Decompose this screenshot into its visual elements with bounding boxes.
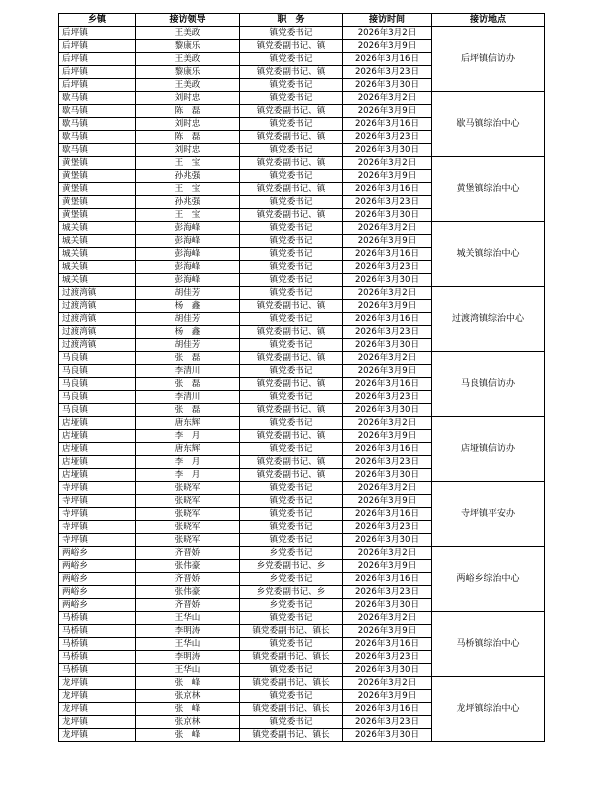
- table-row: [59, 287, 545, 300]
- town-cell: 后坪镇: [59, 27, 136, 40]
- position-cell: 镇党委书记: [240, 391, 343, 404]
- town-cell: 后坪镇: [59, 40, 136, 53]
- leader-cell: 张 峰: [136, 677, 240, 690]
- leader-cell: 杨 鑫: [136, 300, 240, 313]
- position-cell: 镇党委副书记、镇: [240, 326, 343, 339]
- date-cell: 2026年3月2日: [343, 547, 432, 560]
- leader-cell: 李明涛: [136, 625, 240, 638]
- position-cell: 乡党委书记: [240, 547, 343, 560]
- date-cell: 2026年3月2日: [343, 157, 432, 170]
- table-row: [59, 547, 545, 560]
- leader-cell: 胡佳芳: [136, 339, 240, 352]
- town-cell: 黄堡镇: [59, 209, 136, 222]
- leader-cell: 王美政: [136, 79, 240, 92]
- leader-cell: 彭海峰: [136, 248, 240, 261]
- date-cell: 2026年3月9日: [343, 300, 432, 313]
- leader-cell: 李清川: [136, 365, 240, 378]
- leader-cell: 李 月: [136, 456, 240, 469]
- town-cell: 店垭镇: [59, 430, 136, 443]
- leader-cell: 王美政: [136, 27, 240, 40]
- town-cell: 城关镇: [59, 248, 136, 261]
- town-cell: 过渡湾镇: [59, 287, 136, 300]
- position-cell: 镇党委书记: [240, 365, 343, 378]
- position-cell: 镇党委书记: [240, 222, 343, 235]
- leader-cell: 张 峰: [136, 703, 240, 716]
- date-cell: 2026年3月23日: [343, 716, 432, 729]
- leader-cell: 黎康乐: [136, 40, 240, 53]
- position-cell: 乡党委副书记、乡: [240, 560, 343, 573]
- date-cell: 2026年3月16日: [343, 508, 432, 521]
- town-cell: 过渡湾镇: [59, 339, 136, 352]
- leader-cell: 张京林: [136, 690, 240, 703]
- position-cell: 镇党委书记: [240, 638, 343, 651]
- date-cell: 2026年3月30日: [343, 469, 432, 482]
- table-row: [59, 417, 545, 430]
- leader-cell: 王 宝: [136, 183, 240, 196]
- town-cell: 龙坪镇: [59, 690, 136, 703]
- date-cell: 2026年3月16日: [343, 638, 432, 651]
- leader-cell: 刘时忠: [136, 144, 240, 157]
- town-cell: 黄堡镇: [59, 170, 136, 183]
- leader-cell: 张晓军: [136, 482, 240, 495]
- leader-cell: 张晓军: [136, 508, 240, 521]
- leader-cell: 张 磊: [136, 378, 240, 391]
- town-cell: 马桥镇: [59, 625, 136, 638]
- town-cell: 寺坪镇: [59, 482, 136, 495]
- town-cell: 城关镇: [59, 261, 136, 274]
- table-row: [59, 92, 545, 105]
- leader-cell: 彭海峰: [136, 261, 240, 274]
- table-row: [59, 157, 545, 170]
- location-cell: 过渡湾镇综治中心: [432, 287, 545, 352]
- table-body: [59, 27, 545, 742]
- leader-cell: 李 月: [136, 430, 240, 443]
- town-cell: 马良镇: [59, 391, 136, 404]
- town-cell: 黄堡镇: [59, 196, 136, 209]
- leader-cell: 齐晋娇: [136, 573, 240, 586]
- date-cell: 2026年3月16日: [343, 573, 432, 586]
- leader-cell: 陈 磊: [136, 131, 240, 144]
- town-cell: 寺坪镇: [59, 508, 136, 521]
- leader-cell: 张晓军: [136, 534, 240, 547]
- leader-cell: 彭海峰: [136, 274, 240, 287]
- position-cell: 镇党委副书记、镇: [240, 300, 343, 313]
- position-cell: 镇党委书记: [240, 313, 343, 326]
- position-cell: 镇党委书记: [240, 690, 343, 703]
- position-cell: 镇党委副书记、镇: [240, 430, 343, 443]
- date-cell: 2026年3月30日: [343, 599, 432, 612]
- town-cell: 龙坪镇: [59, 716, 136, 729]
- position-cell: 镇党委书记: [240, 508, 343, 521]
- date-cell: 2026年3月30日: [343, 729, 432, 742]
- table-row: [59, 222, 545, 235]
- leader-cell: 唐东辉: [136, 417, 240, 430]
- position-cell: 镇党委副书记、镇长: [240, 651, 343, 664]
- position-cell: 镇党委书记: [240, 443, 343, 456]
- header-location: 接访地点: [432, 14, 545, 27]
- date-cell: 2026年3月16日: [343, 378, 432, 391]
- date-cell: 2026年3月23日: [343, 196, 432, 209]
- position-cell: 镇党委书记: [240, 235, 343, 248]
- town-cell: 店垭镇: [59, 443, 136, 456]
- date-cell: 2026年3月9日: [343, 365, 432, 378]
- position-cell: 镇党委副书记、镇: [240, 456, 343, 469]
- date-cell: 2026年3月23日: [343, 66, 432, 79]
- leader-cell: 刘时忠: [136, 118, 240, 131]
- date-cell: 2026年3月9日: [343, 430, 432, 443]
- position-cell: 镇党委书记: [240, 53, 343, 66]
- town-cell: 歇马镇: [59, 144, 136, 157]
- leader-cell: 黎康乐: [136, 66, 240, 79]
- position-cell: 镇党委书记: [240, 92, 343, 105]
- date-cell: 2026年3月16日: [343, 118, 432, 131]
- town-cell: 后坪镇: [59, 66, 136, 79]
- position-cell: 镇党委书记: [240, 339, 343, 352]
- location-cell: 马桥镇综治中心: [432, 612, 545, 677]
- leader-cell: 张晓军: [136, 495, 240, 508]
- town-cell: 过渡湾镇: [59, 313, 136, 326]
- position-cell: 镇党委副书记、镇: [240, 183, 343, 196]
- leader-cell: 胡佳芳: [136, 287, 240, 300]
- position-cell: 镇党委书记: [240, 495, 343, 508]
- position-cell: 镇党委书记: [240, 144, 343, 157]
- position-cell: 镇党委书记: [240, 118, 343, 131]
- town-cell: 歇马镇: [59, 118, 136, 131]
- position-cell: 镇党委书记: [240, 248, 343, 261]
- date-cell: 2026年3月16日: [343, 183, 432, 196]
- location-cell: 龙坪镇综治中心: [432, 677, 545, 742]
- leader-cell: 张 峰: [136, 729, 240, 742]
- town-cell: 两峪乡: [59, 573, 136, 586]
- position-cell: 镇党委书记: [240, 482, 343, 495]
- position-cell: 镇党委书记: [240, 27, 343, 40]
- town-cell: 城关镇: [59, 222, 136, 235]
- position-cell: 镇党委书记: [240, 170, 343, 183]
- header-town: 乡镇: [59, 14, 136, 27]
- header-position: 职 务: [240, 14, 343, 27]
- leader-cell: 张伟豪: [136, 560, 240, 573]
- position-cell: 镇党委书记: [240, 534, 343, 547]
- town-cell: 马桥镇: [59, 612, 136, 625]
- town-cell: 过渡湾镇: [59, 326, 136, 339]
- leader-cell: 陈 磊: [136, 105, 240, 118]
- leader-cell: 李明涛: [136, 651, 240, 664]
- table-row: [59, 27, 545, 40]
- town-cell: 寺坪镇: [59, 521, 136, 534]
- date-cell: 2026年3月9日: [343, 40, 432, 53]
- date-cell: 2026年3月16日: [343, 53, 432, 66]
- position-cell: 镇党委副书记、镇: [240, 40, 343, 53]
- date-cell: 2026年3月9日: [343, 495, 432, 508]
- date-cell: 2026年3月9日: [343, 560, 432, 573]
- leader-cell: 王华山: [136, 612, 240, 625]
- date-cell: 2026年3月9日: [343, 690, 432, 703]
- town-cell: 黄堡镇: [59, 183, 136, 196]
- town-cell: 马良镇: [59, 365, 136, 378]
- leader-cell: 杨 鑫: [136, 326, 240, 339]
- date-cell: 2026年3月30日: [343, 209, 432, 222]
- date-cell: 2026年3月30日: [343, 144, 432, 157]
- leader-cell: 王华山: [136, 664, 240, 677]
- date-cell: 2026年3月23日: [343, 391, 432, 404]
- location-cell: 寺坪镇平安办: [432, 482, 545, 547]
- date-cell: 2026年3月16日: [343, 313, 432, 326]
- leader-cell: 张晓军: [136, 521, 240, 534]
- date-cell: 2026年3月23日: [343, 131, 432, 144]
- position-cell: 镇党委副书记、镇: [240, 105, 343, 118]
- date-cell: 2026年3月23日: [343, 456, 432, 469]
- leader-cell: 胡佳芳: [136, 313, 240, 326]
- date-cell: 2026年3月16日: [343, 443, 432, 456]
- town-cell: 两峪乡: [59, 586, 136, 599]
- leader-cell: 张 磊: [136, 352, 240, 365]
- location-cell: 城关镇综治中心: [432, 222, 545, 287]
- date-cell: 2026年3月9日: [343, 105, 432, 118]
- position-cell: 镇党委书记: [240, 287, 343, 300]
- position-cell: 镇党委副书记、镇: [240, 404, 343, 417]
- header-row: [59, 14, 545, 27]
- position-cell: 镇党委书记: [240, 196, 343, 209]
- town-cell: 店垭镇: [59, 469, 136, 482]
- leader-cell: 王 宝: [136, 209, 240, 222]
- location-cell: 后坪镇信访办: [432, 27, 545, 92]
- leader-cell: 齐晋娇: [136, 547, 240, 560]
- position-cell: 乡党委书记: [240, 599, 343, 612]
- position-cell: 乡党委副书记、乡: [240, 586, 343, 599]
- town-cell: 店垭镇: [59, 456, 136, 469]
- date-cell: 2026年3月2日: [343, 287, 432, 300]
- position-cell: 镇党委书记: [240, 274, 343, 287]
- town-cell: 过渡湾镇: [59, 300, 136, 313]
- leader-cell: 李 月: [136, 469, 240, 482]
- town-cell: 两峪乡: [59, 560, 136, 573]
- position-cell: 镇党委书记: [240, 716, 343, 729]
- town-cell: 城关镇: [59, 274, 136, 287]
- town-cell: 龙坪镇: [59, 677, 136, 690]
- location-cell: 歇马镇综治中心: [432, 92, 545, 157]
- town-cell: 店垭镇: [59, 417, 136, 430]
- leader-cell: 王美政: [136, 53, 240, 66]
- date-cell: 2026年3月2日: [343, 92, 432, 105]
- date-cell: 2026年3月2日: [343, 612, 432, 625]
- position-cell: 镇党委书记: [240, 79, 343, 92]
- date-cell: 2026年3月23日: [343, 521, 432, 534]
- position-cell: 镇党委副书记、镇长: [240, 677, 343, 690]
- town-cell: 龙坪镇: [59, 729, 136, 742]
- date-cell: 2026年3月2日: [343, 352, 432, 365]
- leader-cell: 唐东辉: [136, 443, 240, 456]
- header-date: 接访时间: [343, 14, 432, 27]
- position-cell: 镇党委书记: [240, 417, 343, 430]
- leader-cell: 张伟豪: [136, 586, 240, 599]
- date-cell: 2026年3月9日: [343, 170, 432, 183]
- town-cell: 寺坪镇: [59, 495, 136, 508]
- reception-schedule-table: [58, 13, 545, 742]
- date-cell: 2026年3月30日: [343, 534, 432, 547]
- town-cell: 两峪乡: [59, 599, 136, 612]
- date-cell: 2026年3月9日: [343, 625, 432, 638]
- town-cell: 城关镇: [59, 235, 136, 248]
- town-cell: 马良镇: [59, 404, 136, 417]
- date-cell: 2026年3月23日: [343, 586, 432, 599]
- position-cell: 镇党委书记: [240, 664, 343, 677]
- table-row: [59, 612, 545, 625]
- town-cell: 歇马镇: [59, 131, 136, 144]
- date-cell: 2026年3月30日: [343, 664, 432, 677]
- town-cell: 后坪镇: [59, 53, 136, 66]
- location-cell: 两峪乡综治中心: [432, 547, 545, 612]
- position-cell: 镇党委书记: [240, 612, 343, 625]
- position-cell: 镇党委副书记、镇: [240, 352, 343, 365]
- table-row: [59, 482, 545, 495]
- leader-cell: 刘时忠: [136, 92, 240, 105]
- table-row: [59, 352, 545, 365]
- leader-cell: 齐晋娇: [136, 599, 240, 612]
- date-cell: 2026年3月23日: [343, 261, 432, 274]
- town-cell: 马桥镇: [59, 651, 136, 664]
- position-cell: 乡党委书记: [240, 573, 343, 586]
- position-cell: 镇党委副书记、镇: [240, 209, 343, 222]
- town-cell: 歇马镇: [59, 92, 136, 105]
- town-cell: 马桥镇: [59, 664, 136, 677]
- town-cell: 马桥镇: [59, 638, 136, 651]
- location-cell: 店垭镇信访办: [432, 417, 545, 482]
- leader-cell: 孙兆强: [136, 170, 240, 183]
- date-cell: 2026年3月30日: [343, 404, 432, 417]
- town-cell: 两峪乡: [59, 547, 136, 560]
- position-cell: 镇党委副书记、镇长: [240, 729, 343, 742]
- date-cell: 2026年3月2日: [343, 482, 432, 495]
- position-cell: 镇党委副书记、镇: [240, 469, 343, 482]
- position-cell: 镇党委书记: [240, 261, 343, 274]
- position-cell: 镇党委副书记、镇长: [240, 703, 343, 716]
- date-cell: 2026年3月23日: [343, 326, 432, 339]
- town-cell: 马良镇: [59, 352, 136, 365]
- position-cell: 镇党委副书记、镇长: [240, 625, 343, 638]
- leader-cell: 王 宝: [136, 157, 240, 170]
- position-cell: 镇党委副书记、镇: [240, 131, 343, 144]
- position-cell: 镇党委书记: [240, 521, 343, 534]
- date-cell: 2026年3月30日: [343, 79, 432, 92]
- leader-cell: 彭海峰: [136, 222, 240, 235]
- date-cell: 2026年3月16日: [343, 248, 432, 261]
- location-cell: 黄堡镇综治中心: [432, 157, 545, 222]
- position-cell: 镇党委副书记、镇: [240, 157, 343, 170]
- date-cell: 2026年3月2日: [343, 222, 432, 235]
- location-cell: 马良镇信访办: [432, 352, 545, 417]
- leader-cell: 张京林: [136, 716, 240, 729]
- date-cell: 2026年3月9日: [343, 235, 432, 248]
- header-leader: 接访领导: [136, 14, 240, 27]
- town-cell: 黄堡镇: [59, 157, 136, 170]
- date-cell: 2026年3月16日: [343, 703, 432, 716]
- date-cell: 2026年3月2日: [343, 27, 432, 40]
- town-cell: 龙坪镇: [59, 703, 136, 716]
- table-row: [59, 677, 545, 690]
- date-cell: 2026年3月2日: [343, 677, 432, 690]
- leader-cell: 李清川: [136, 391, 240, 404]
- position-cell: 镇党委副书记、镇: [240, 378, 343, 391]
- leader-cell: 彭海峰: [136, 235, 240, 248]
- leader-cell: 张 磊: [136, 404, 240, 417]
- town-cell: 后坪镇: [59, 79, 136, 92]
- date-cell: 2026年3月30日: [343, 339, 432, 352]
- town-cell: 歇马镇: [59, 105, 136, 118]
- date-cell: 2026年3月30日: [343, 274, 432, 287]
- position-cell: 镇党委副书记、镇: [240, 66, 343, 79]
- date-cell: 2026年3月2日: [343, 417, 432, 430]
- date-cell: 2026年3月23日: [343, 651, 432, 664]
- town-cell: 马良镇: [59, 378, 136, 391]
- leader-cell: 孙兆强: [136, 196, 240, 209]
- leader-cell: 王华山: [136, 638, 240, 651]
- town-cell: 寺坪镇: [59, 534, 136, 547]
